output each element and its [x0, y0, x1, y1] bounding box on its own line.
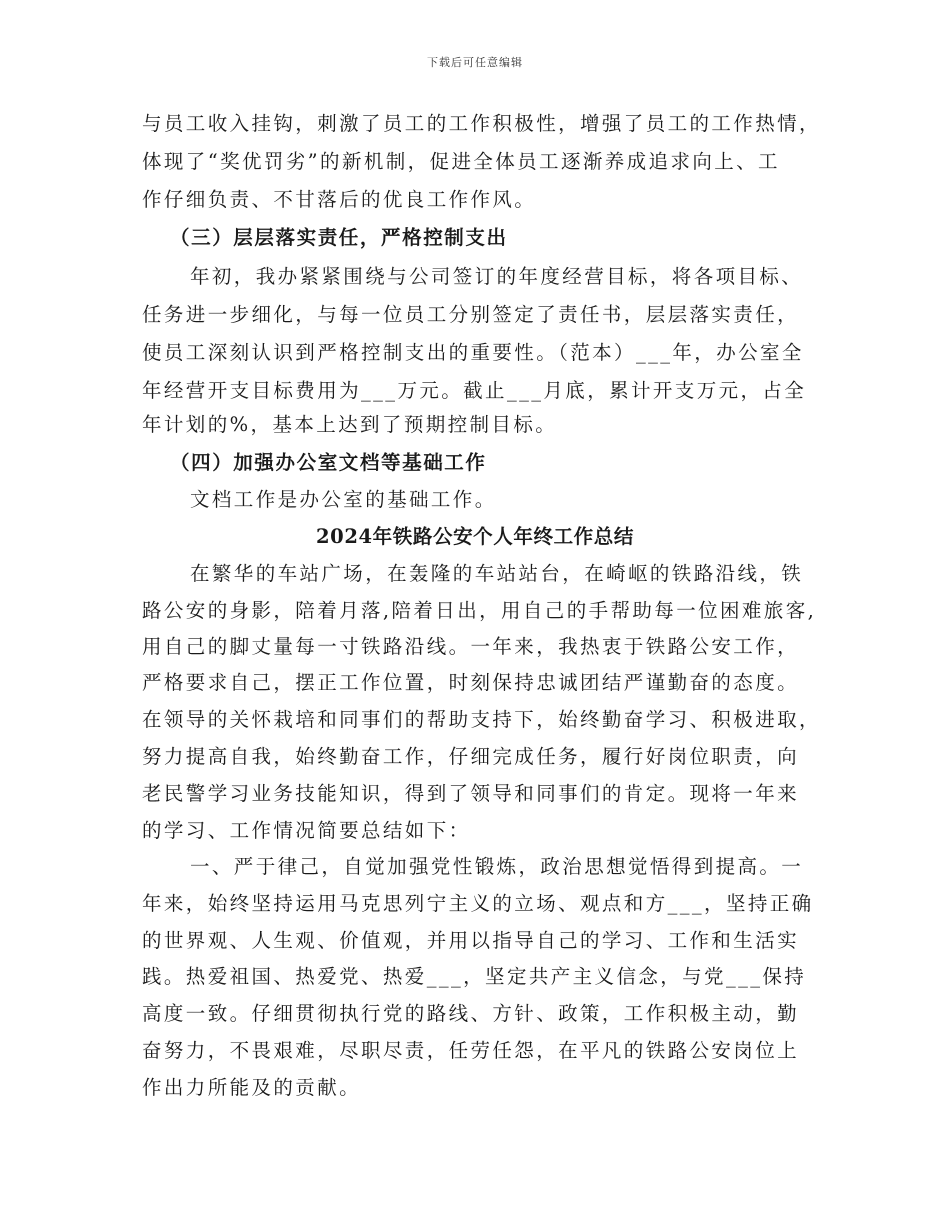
- paragraph-line: 使员工深刻认识到严格控制支出的重要性。（范本）___年，办公室全: [142, 341, 804, 364]
- paragraph-line: 严格要求自己，摆正工作位置，时刻保持忠诚团结严谨勤奋的态度。: [142, 671, 800, 694]
- paragraph-line: 践。热爱祖国、热爱党、热爱___，坚定共产主义信念，与党___保持: [142, 965, 807, 988]
- paragraph-line: 努力提高自我，始终勤奋工作，仔细完成任务，履行好岗位职责，向: [142, 745, 800, 768]
- paragraph-line: 年初，我办紧紧围绕与公司签订的年度经营目标，将各项目标、: [190, 265, 804, 288]
- paragraph-line: 路公安的身影，陪着月落,陪着日出，用自己的手帮助每一位困难旅客,: [142, 599, 817, 622]
- paragraph-line: 用自己的脚丈量每一寸铁路沿线。一年来，我热衷于铁路公安工作，: [142, 635, 800, 658]
- section-heading: （四）加强办公室文档等基础工作: [170, 451, 487, 474]
- paragraph-line: 在领导的关怀栽培和同事们的帮助支持下，始终勤奋学习、积极进取，: [142, 708, 821, 731]
- paragraph-line: 作出力所能及的贡献。: [142, 1076, 362, 1099]
- paragraph-line: 任务进一步细化，与每一位员工分别签定了责任书，层层落实责任，: [142, 303, 800, 326]
- page-header-note: 下载后可任意编辑: [427, 56, 523, 69]
- paragraph-line: 年经营开支目标费用为___万元。截止___月底，累计开支万元，占全: [142, 379, 807, 402]
- paragraph-line: 文档工作是办公室的基础工作。: [190, 488, 497, 511]
- paragraph-line: 的学习、工作情况简要总结如下：: [142, 819, 471, 842]
- paragraph-line: 年来，始终坚持运用马克思列宁主义的立场、观点和方___，坚持正确: [142, 892, 814, 915]
- paragraph-line: 在繁华的车站广场，在轰隆的车站站台，在崎岖的铁路沿线，铁: [190, 562, 804, 585]
- section-heading: （三）层层落实责任，严格控制支出: [170, 226, 508, 249]
- paragraph-line: 的世界观、人生观、价值观，并用以指导自己的学习、工作和生活实: [142, 929, 800, 952]
- paragraph-line: 奋努力，不畏艰难，尽职尽责，任劳任怨，在平凡的铁路公安岗位上: [142, 1039, 800, 1062]
- paragraph-line: 一、严于律己，自觉加强党性锻炼，政治思想觉悟得到提高。一: [190, 855, 804, 878]
- paragraph-line: 体现了“奖优罚劣”的新机制，促进全体员工逐渐养成追求向上、工: [142, 150, 780, 173]
- paragraph-line: 高度一致。仔细贯彻执行党的路线、方针、政策，工作积极主动，勤: [142, 1002, 800, 1025]
- paragraph-line: 老民警学习业务技能知识，得到了领导和同事们的肯定。现将一年来: [142, 782, 800, 805]
- document-title: 2024年铁路公安个人年终工作总结: [316, 525, 634, 548]
- paragraph-line: 作仔细负责、不甘落后的优良工作作风。: [142, 188, 537, 211]
- paragraph-line: 与员工收入挂钩，刺激了员工的工作积极性，增强了员工的工作热情，: [142, 112, 821, 135]
- paragraph-line: 年计划的%，基本上达到了预期控制目标。: [142, 413, 558, 436]
